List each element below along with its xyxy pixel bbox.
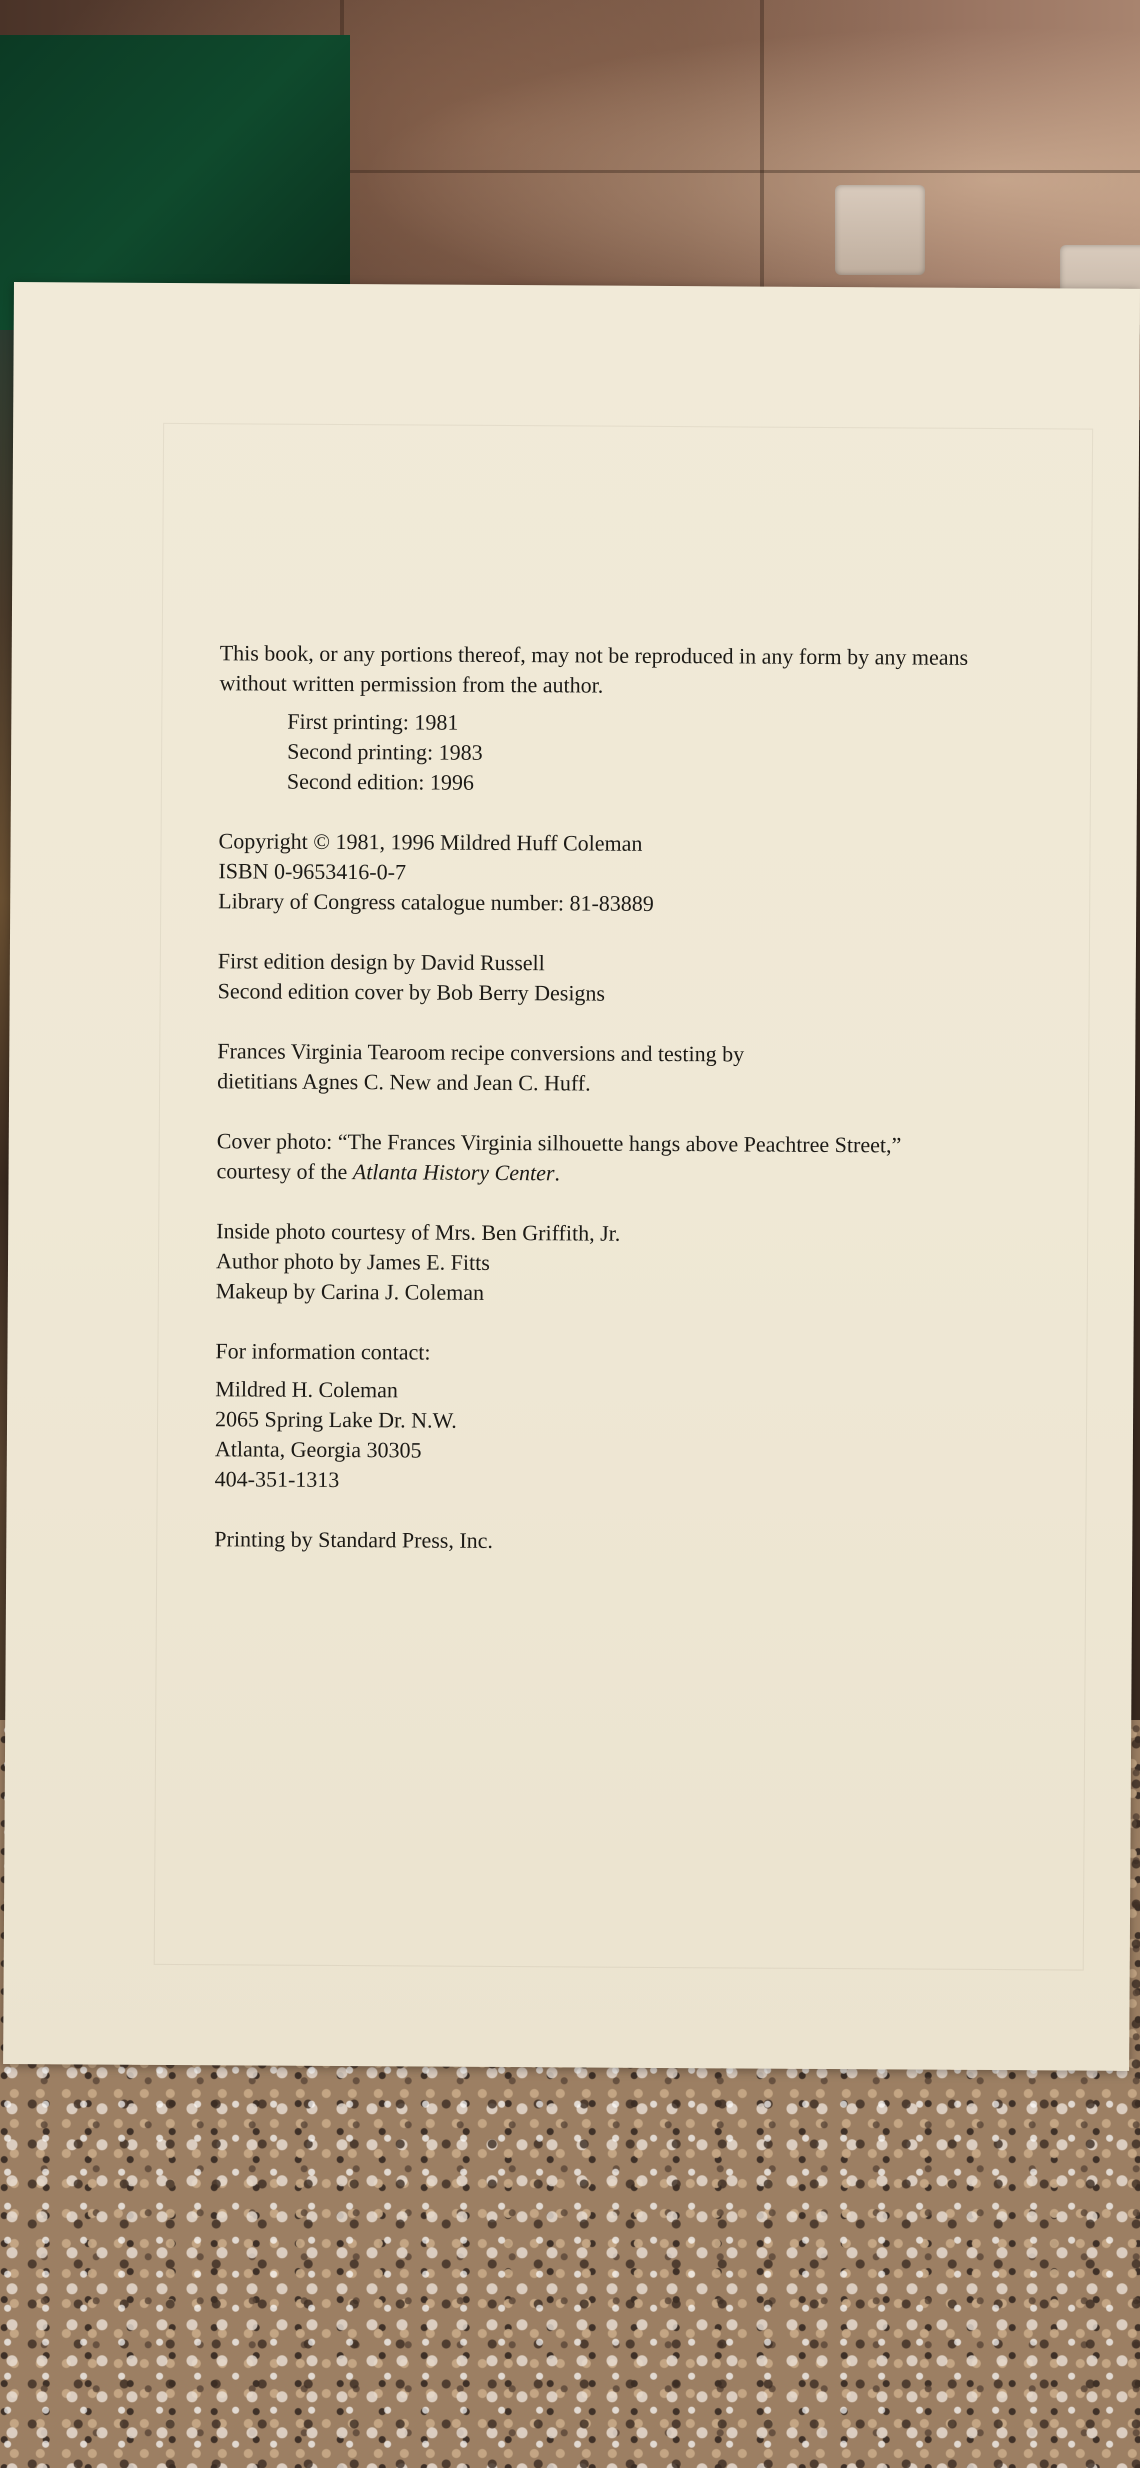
contact-line: 404-351-1313 (214, 1466, 340, 1493)
makeup-credit: Makeup by Carina J. Coleman (215, 1278, 485, 1305)
cover-photo-credit (216, 1126, 1036, 1191)
cover-photo-line: Cover photo: “The Frances Virginia silhouette hangs above Peachtree Street,” (216, 1128, 902, 1158)
photo-credits (216, 1216, 1037, 1311)
author-photo-credit: Author photo by James E. Fitts (215, 1248, 490, 1275)
printer-block (214, 1524, 1034, 1559)
contact-line: 2065 Spring Lake Dr. N.W. (214, 1406, 457, 1433)
contact-block (215, 1336, 1036, 1499)
contact-label: For information contact: (215, 1338, 431, 1365)
design-credit: First edition design by David Russell (217, 948, 545, 976)
inside-photo-credit: Inside photo courtesy of Mrs. Ben Griffith, Jr. (216, 1218, 621, 1246)
recipe-credits (217, 1036, 1037, 1101)
isbn-line: ISBN 0-9653416-0-7 (218, 858, 407, 885)
cover-photo-courtesy (216, 1156, 1036, 1191)
design-credits (218, 946, 1038, 1011)
printing-line: Second edition: 1996 (286, 768, 475, 795)
copyright-block (218, 826, 1039, 921)
cover-credit: Second edition cover by Bob Berry Designs (217, 978, 606, 1006)
tile-grout (760, 0, 764, 300)
copyright-page-text (214, 638, 1040, 1589)
rights-notice: This book, or any portions thereof, may not be reproduced in any form by any means without written permission from the author. (219, 640, 969, 698)
courtesy-prefix: courtesy of the (216, 1158, 353, 1185)
wall-outlet (835, 185, 925, 275)
courtesy-suffix: . (554, 1160, 561, 1186)
printing-history (219, 706, 1040, 801)
rights-block (219, 638, 1039, 703)
printing-line: Second printing: 1983 (287, 738, 483, 765)
history-center-name: Atlanta History Center (352, 1159, 555, 1186)
recipe-credit-line: Frances Virginia Tearoom recipe conversions and testing by (217, 1038, 745, 1067)
contact-line: Mildred H. Coleman (215, 1376, 399, 1403)
contact-line: Atlanta, Georgia 30305 (214, 1436, 422, 1463)
printer-credit: Printing by Standard Press, Inc. (214, 1526, 494, 1553)
printing-line: First printing: 1981 (287, 708, 459, 735)
book-page (3, 282, 1140, 2071)
copyright-line: Copyright © 1981, 1996 Mildred Huff Coleman (218, 828, 643, 856)
recipe-credit-line: dietitians Agnes C. New and Jean C. Huff. (217, 1068, 591, 1096)
loc-line: Library of Congress catalogue number: 81-83889 (218, 888, 654, 916)
contact-address (215, 1374, 1036, 1499)
